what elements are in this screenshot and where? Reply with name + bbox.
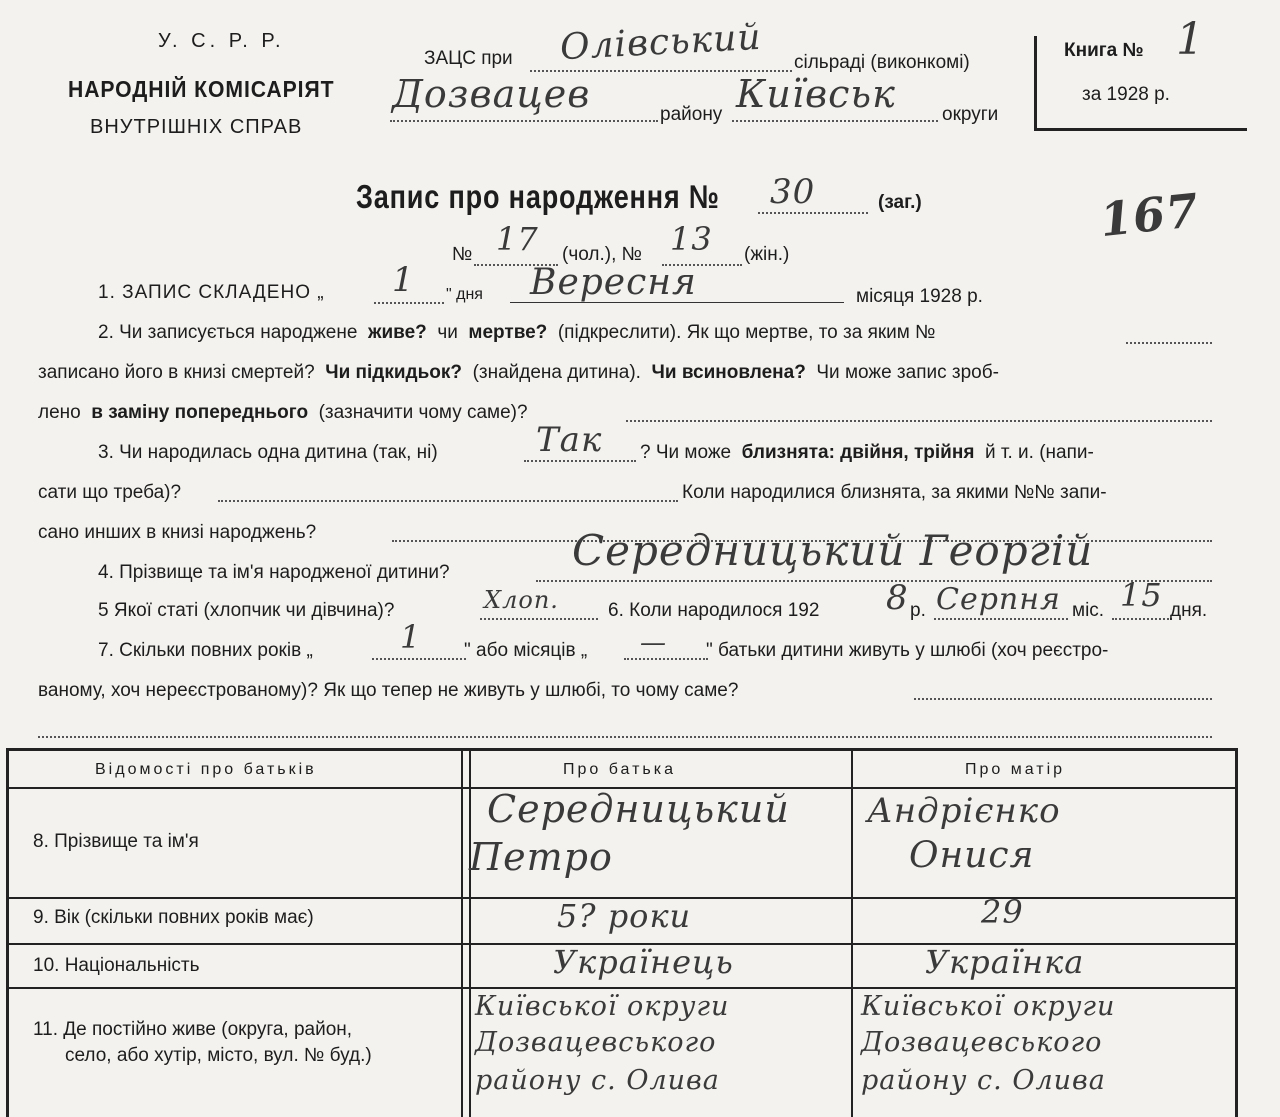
council-label: сільраді (виконкомі) <box>794 52 970 73</box>
female-number-hand: 13 <box>670 220 713 258</box>
row11-mother-line2: Дозвацевського <box>861 1027 1103 1058</box>
zags-label: ЗАЦС при <box>424 48 513 69</box>
field1-month-hand: Вересня <box>530 262 697 303</box>
row11-father-line3: району с. Олива <box>475 1065 720 1096</box>
male-number-hand: 17 <box>496 220 539 258</box>
field7-months-label: " або місяців „ <box>464 640 588 661</box>
field7-line2: ваному, хоч нереєстрованому)? Як що тепер не живуть у шлюбі, то чому саме? <box>38 680 739 701</box>
col-header-father: Про батька <box>563 761 676 778</box>
field6-day-hand: 15 <box>1120 576 1163 614</box>
col-header-mother: Про матір <box>965 761 1066 778</box>
parents-table <box>6 748 1238 1117</box>
district-hand: Дозвацев <box>392 72 591 116</box>
book-label: Книга № <box>1064 40 1144 61</box>
commissariat-label: НАРОДНІЙ КОМІСАРІЯТ <box>68 76 335 102</box>
field6-label: 6. Коли народилося 192 <box>608 600 820 621</box>
row8-father-line2: Петро <box>469 835 613 879</box>
male-number-suffix: (чол.), № <box>562 244 643 265</box>
field2-line1: 2. Чи записується народжене живе? чи мертве? (підкреслити). Як що мертве, то за яким № <box>98 322 936 343</box>
field5-hand: Хлоп. <box>484 586 559 614</box>
field3-line3: сано инших в книзі народжень? <box>38 522 317 543</box>
okrug-hand: Київськ <box>736 72 896 116</box>
field3-line2-a: сати що треба)? <box>38 482 182 503</box>
row11-mother-line1: Київської округи <box>861 991 1116 1022</box>
row8-mother-line2: Онися <box>909 835 1035 876</box>
row10-mother: Українка <box>925 943 1085 981</box>
field4-hand: Середницький Георгій <box>572 526 1094 575</box>
field7-months-hand: — <box>640 628 667 658</box>
field3-line1: ? Чи може близнята: двійня, трійня й т. и. (напи- <box>640 442 1094 463</box>
field6-month-hand: Серпня <box>936 582 1061 617</box>
field5-label: 5 Якої статі (хлопчик чи дівчина)? <box>98 600 395 621</box>
row9-label: 9. Вік (скільки повних років має) <box>33 907 314 928</box>
female-number-suffix: (жін.) <box>744 244 790 265</box>
row11-mother-line3: району с. Олива <box>861 1065 1106 1096</box>
row11-father-line2: Дозвацевського <box>475 1027 717 1058</box>
field1-day-hand: 1 <box>392 260 415 300</box>
field3-line2-b: Коли народилися близнята, за якими №№ запи- <box>682 482 1107 503</box>
record-title: Запис про народження № <box>356 178 720 215</box>
margin-note-hand: 167 <box>1097 182 1202 248</box>
row10-label: 10. Національність <box>33 955 200 976</box>
field1-day-label: " дня <box>446 286 483 303</box>
republic-label: У. С. Р. Р. <box>158 30 285 52</box>
zags-village-hand: Олівський <box>559 16 763 69</box>
field1-label: 1. ЗАПИС СКЛАДЕНО „ <box>98 282 325 303</box>
department-label: ВНУТРІШНІХ СПРАВ <box>90 116 303 138</box>
book-year: за 1928 р. <box>1082 84 1170 105</box>
field1-tail: місяця 1928 р. <box>856 286 983 307</box>
row9-father: 5? роки <box>557 897 692 935</box>
district-label: району <box>660 104 723 125</box>
field7-tail: " батьки дитини живуть у шлюбі (хоч реєстро- <box>706 640 1109 661</box>
row9-mother: 29 <box>981 893 1024 931</box>
okrug-label: округи <box>942 104 999 125</box>
row10-father: Українець <box>553 943 734 981</box>
field3-hand: Так <box>536 420 603 460</box>
field3-line1-a: 3. Чи народилась одна дитина (так, ні) <box>98 442 438 463</box>
field6-r: р. <box>910 600 926 621</box>
row11-label-line2: село, або хутір, місто, вул. № буд.) <box>65 1045 372 1066</box>
row8-label: 8. Прізвище та ім'я <box>33 831 199 852</box>
row8-mother-line1: Андрієнко <box>867 791 1061 831</box>
col-header-info: Відомості про батьків <box>95 761 317 778</box>
field7-label: 7. Скільки повних років „ <box>98 640 313 661</box>
field6-year-hand: 8 <box>886 578 909 618</box>
field2-line2: записано його в книзі смертей? Чи підкидьок? (знайдена дитина). Чи всиновлена? Чи може запис зроб- <box>38 362 999 383</box>
row8-father-line1: Середницький <box>487 787 790 831</box>
record-number-hand: 30 <box>770 172 816 212</box>
book-number-hand: 1 <box>1176 14 1205 65</box>
field4-label: 4. Прізвище та ім'я народженої дитини? <box>98 562 450 583</box>
field2-line3: лено в заміну попереднього (зазначити чому саме)? <box>38 402 528 423</box>
field6-day-label: дня. <box>1170 600 1208 621</box>
row11-label-line1: 11. Де постійно живе (округа, район, <box>33 1019 353 1040</box>
field6-mis: міс. <box>1072 600 1105 621</box>
field7-years-hand: 1 <box>400 618 422 656</box>
record-suffix: (заг.) <box>878 192 922 213</box>
male-number-label: № <box>452 244 473 265</box>
row11-father-line1: Київської округи <box>475 991 730 1022</box>
